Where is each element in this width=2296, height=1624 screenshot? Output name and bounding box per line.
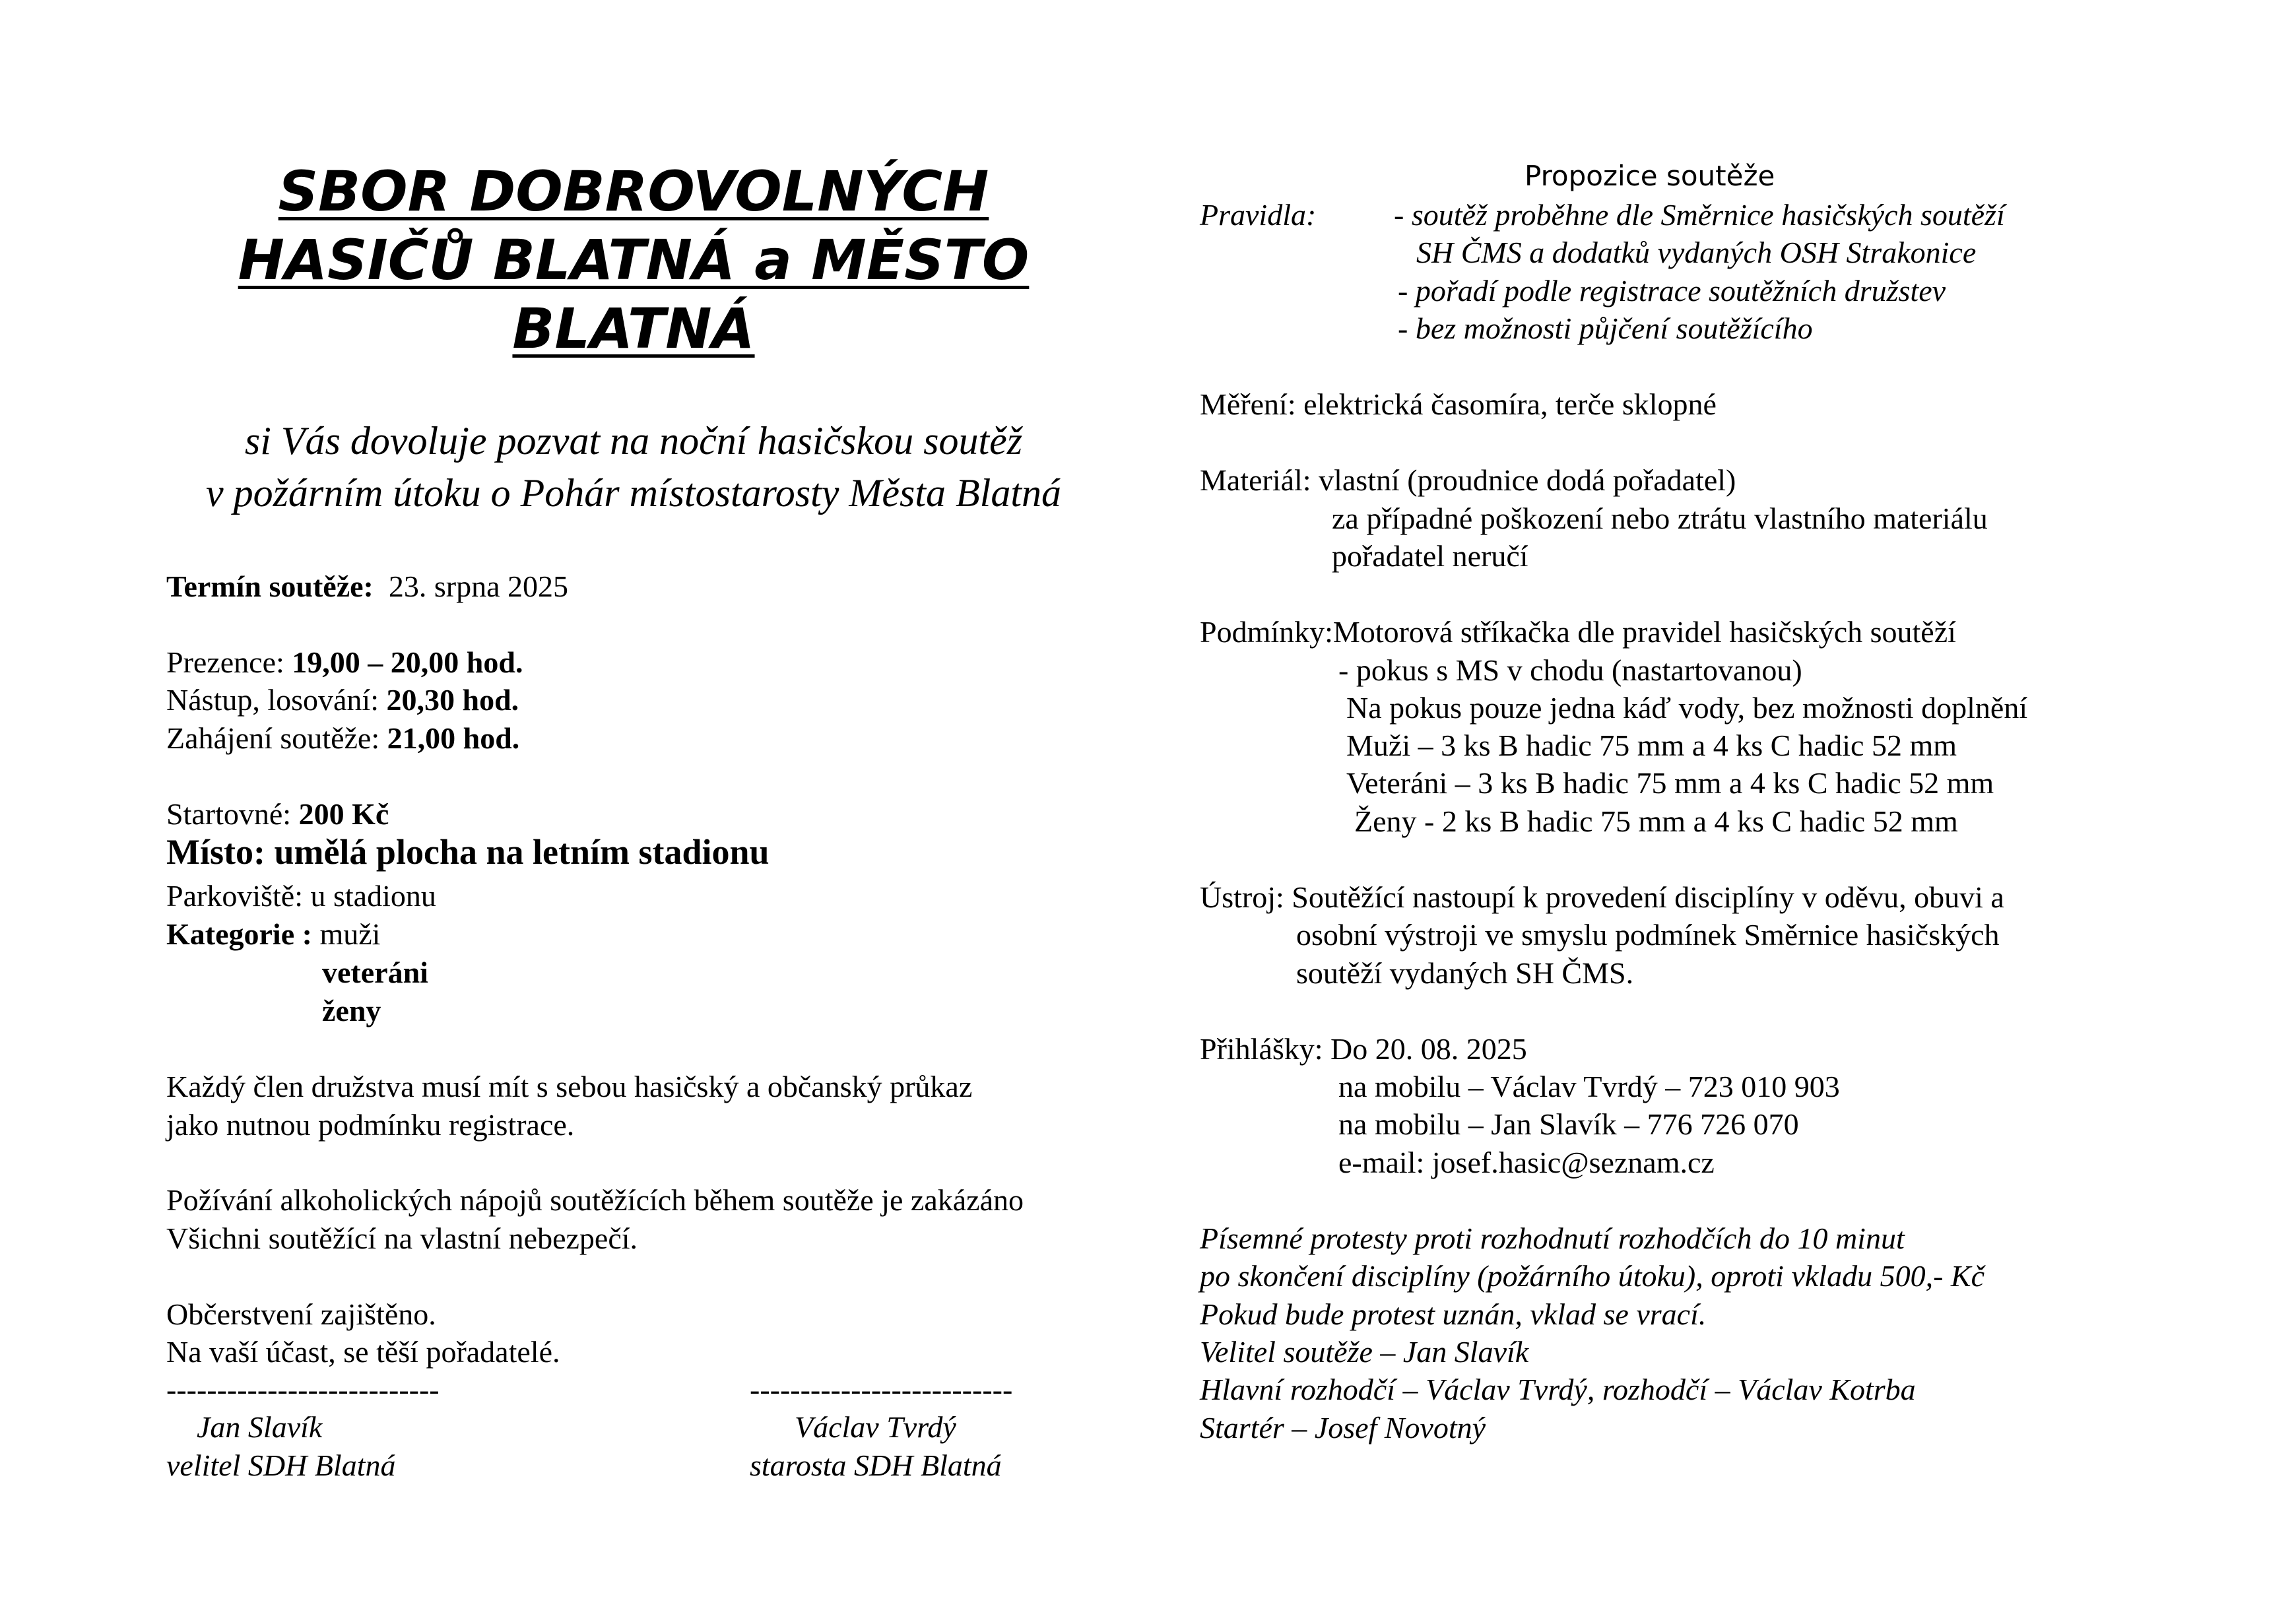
chief-referee: Hlavní rozhodčí – Václav Tvrdý, rozhodčí – Václav Kotrba xyxy=(1200,1373,1916,1406)
fee-value: 200 Kč xyxy=(298,797,389,831)
term-value: 23. srpna 2025 xyxy=(388,569,568,603)
presence-row xyxy=(166,647,523,678)
conditions-line-2: - pokus s MS v chodu (nastartovanou) xyxy=(1338,653,1802,687)
parking: Parkoviště: u stadionu xyxy=(166,879,436,913)
title-line-2: HASIČŮ BLATNÁ a MĚSTO xyxy=(238,228,1030,292)
page-title xyxy=(165,157,1102,363)
propositions-heading: Propozice soutěže xyxy=(1525,160,1775,192)
categories-label: Kategorie : xyxy=(166,917,312,951)
outfit-line-3: soutěží vydaných SH ČMS. xyxy=(1296,956,1634,990)
rule-3: - bez možnosti půjčení soutěžícího xyxy=(1398,311,1813,345)
alcohol-note-line-1: Požívání alkoholických nápojů soutěžících během soutěže je zakázáno xyxy=(166,1183,1024,1217)
conditions-veterans: Veteráni – 3 ks B hadic 75 mm a 4 ks C hadic 52 mm xyxy=(1346,766,1994,800)
outfit-line-2: osobní výstroji ve smyslu podmínek Směrnice hasičských xyxy=(1296,918,2000,952)
conditions-line-3: Na pokus pouze jedna káď vody, bez možnosti doplnění xyxy=(1346,691,2028,725)
presence-label: Prezence: xyxy=(166,645,284,679)
lineup-label: Nástup, losování: xyxy=(166,683,379,717)
protest-line-3: Pokud bude protest uznán, vklad se vrací. xyxy=(1200,1297,1707,1331)
material-line-1: Materiál: vlastní (proudnice dodá pořadatel) xyxy=(1200,463,1736,497)
fee-label: Startovné: xyxy=(166,797,292,831)
protest-line-1: Písemné protesty proti rozhodnutí rozhodčích do 10 minut xyxy=(1200,1221,1905,1255)
category-women: ženy xyxy=(322,994,381,1027)
rule-1: - soutěž proběhne dle Směrnice hasičských soutěží xyxy=(1394,198,2005,232)
invitation-line-2: v požárním útoku o Pohár místostarosty Města Blatná xyxy=(205,471,1062,515)
term-label: Termín soutěže: xyxy=(166,569,374,603)
lineup-value: 20,30 hod. xyxy=(386,683,519,717)
right-signatory-name: Václav Tvrdý xyxy=(795,1410,956,1444)
greeting-note: Na vaší účast, se těší pořadatelé. xyxy=(166,1335,560,1369)
start-label: Zahájení soutěže: xyxy=(166,721,380,755)
refreshments-note: Občerstvení zajištěno. xyxy=(166,1297,436,1331)
categories-row xyxy=(166,919,380,950)
term-row xyxy=(166,571,568,602)
conditions-men: Muži – 3 ks B hadic 75 mm a 4 ks C hadic 52 mm xyxy=(1346,729,1957,762)
start-value: 21,00 hod. xyxy=(387,721,520,755)
title-line-3: BLATNÁ xyxy=(512,296,755,361)
competition-commander: Velitel soutěže – Jan Slavík xyxy=(1200,1335,1529,1369)
invitation-line-1: si Vás dovoluje pozvat na noční hasičskou soutěž xyxy=(244,419,1023,463)
venue: Místo: umělá plocha na letním stadionu xyxy=(166,832,770,872)
material-line-2: za případné poškození nebo ztrátu vlastního materiálu xyxy=(1332,502,1988,535)
conditions-line-1: Podmínky:Motorová stříkačka dle pravidel hasičských soutěží xyxy=(1200,615,1956,649)
signature-line-right: -------------------------- xyxy=(750,1373,1013,1406)
rule-2: - pořadí podle registrace soutěžních družstev xyxy=(1398,274,1946,308)
category-veterans: veteráni xyxy=(322,956,428,989)
start-row xyxy=(166,723,519,754)
registration-phone-1: na mobilu – Václav Tvrdý – 723 010 903 xyxy=(1338,1070,1840,1103)
fee-row xyxy=(166,799,389,829)
lineup-row xyxy=(166,685,519,715)
left-signatory-name: Jan Slavík xyxy=(197,1410,323,1444)
rule-1-cont: SH ČMS a dodatků vydaných OSH Strakonice xyxy=(1416,236,1977,269)
starter: Startér – Josef Novotný xyxy=(1200,1411,1486,1445)
id-note-line-1: Každý člen družstva musí mít s sebou hasičský a občanský průkaz xyxy=(166,1070,973,1103)
left-signatory-role: velitel SDH Blatná xyxy=(166,1448,396,1482)
registration-deadline: Přihlášky: Do 20. 08. 2025 xyxy=(1200,1032,1527,1066)
rules-label: Pravidla: xyxy=(1200,198,1317,232)
registration-email: e-mail: josef.hasic@seznam.cz xyxy=(1338,1146,1715,1179)
right-signatory-role: starosta SDH Blatná xyxy=(750,1448,1002,1482)
signature-line-left: --------------------------- xyxy=(166,1373,440,1406)
conditions-women: Ženy - 2 ks B hadic 75 mm a 4 ks C hadic 52 mm xyxy=(1354,804,1958,838)
measurement: Měření: elektrická časomíra, terče sklopné xyxy=(1200,387,1717,421)
protest-line-2: po skončení disciplíny (požárního útoku), oproti vkladu 500,- Kč xyxy=(1200,1259,1984,1293)
category-men: muži xyxy=(319,917,381,951)
alcohol-note-line-2: Všichni soutěžící na vlastní nebezpečí. xyxy=(166,1221,638,1255)
registration-phone-2: na mobilu – Jan Slavík – 776 726 070 xyxy=(1338,1107,1799,1141)
id-note-line-2: jako nutnou podmínku registrace. xyxy=(166,1108,575,1142)
presence-value: 19,00 – 20,00 hod. xyxy=(292,645,523,679)
title-line-1: SBOR DOBROVOLNÝCH xyxy=(278,159,989,224)
material-line-3: pořadatel neručí xyxy=(1332,539,1528,573)
outfit-line-1: Ústroj: Soutěžící nastoupí k provedení disciplíny v oděvu, obuvi a xyxy=(1200,880,2004,914)
